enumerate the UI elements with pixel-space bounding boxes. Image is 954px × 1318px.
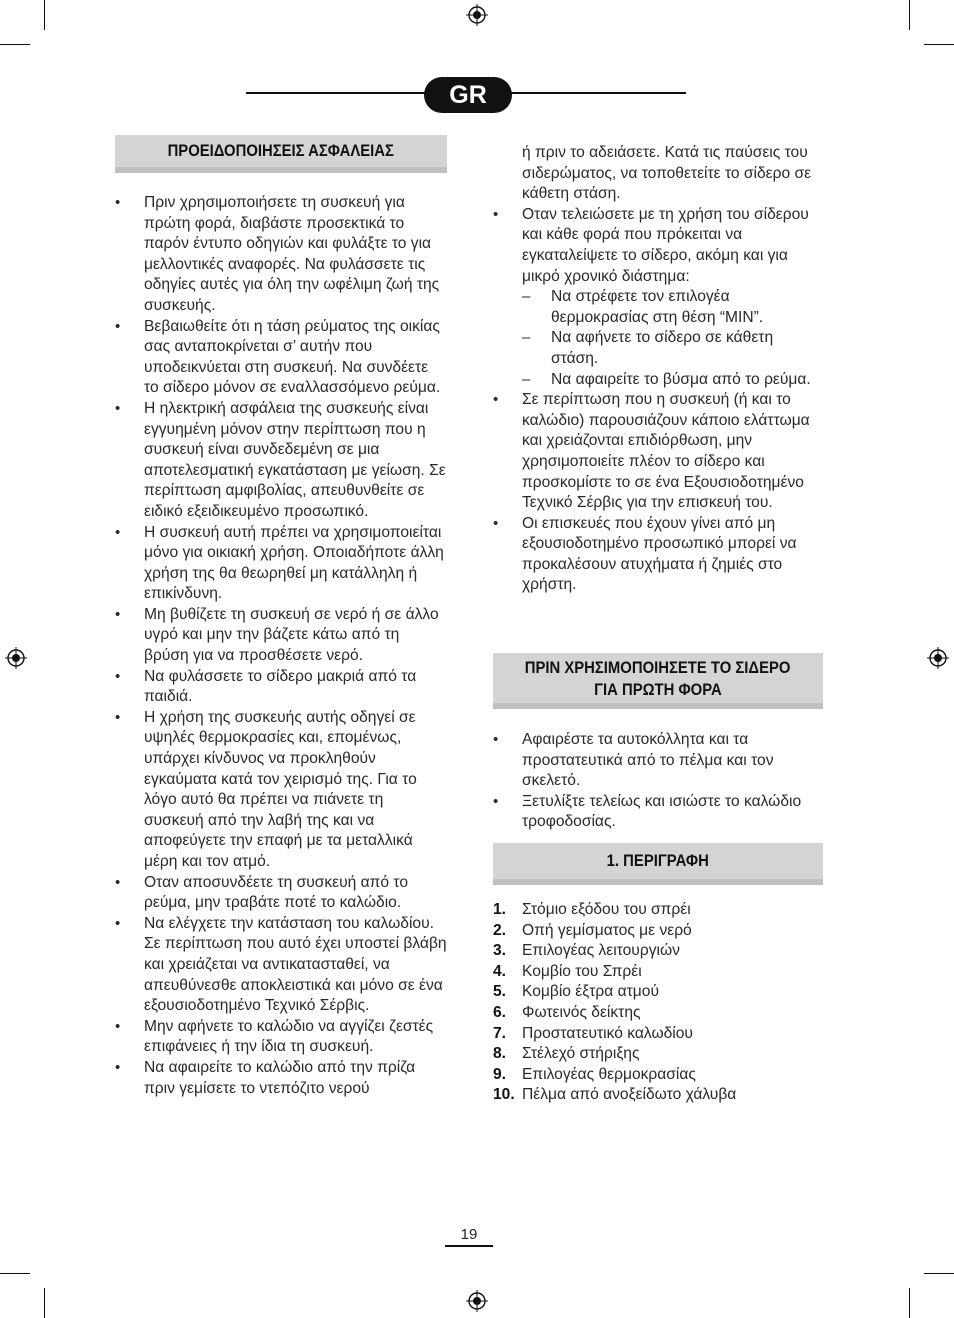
section-heading-text: ΠΡΙΝ ΧΡΗΣΙΜΟΠΟΙΗΣΕΤΕ ΤΟ ΣΙΔΕΡΟ bbox=[525, 659, 791, 677]
part-number: 2. bbox=[493, 921, 507, 939]
part-label: Επιλογέας θερμοκρασίας bbox=[522, 1065, 696, 1083]
dash-list bbox=[522, 287, 823, 390]
part-item bbox=[493, 900, 823, 921]
part-label: Στέλεχό στήριξης bbox=[522, 1045, 640, 1063]
crop-mark bbox=[44, 1288, 45, 1318]
list-item: • Η συσκευή αυτή πρέπει να χρησιμοποιείται μόνο για οικιακή χρήση. Οποιαδήποτε άλλη χρήση της θα θεωρηθεί μη κατάλληλη ή επικίνδυνη. bbox=[115, 523, 447, 605]
dash-item: – Να αφήνετε το σίδερο σε κάθετη στάση. bbox=[522, 328, 823, 369]
part-label: Επιλογέας λειτουργιών bbox=[522, 942, 680, 960]
part-label: Οπή γεμίσματος με νερό bbox=[522, 921, 692, 939]
section-heading-text: ΠΡΟΕΙΔΟΠΟΙΗΣΕΙΣ ΑΣΦΑΛΕΙΑΣ bbox=[167, 142, 395, 160]
language-badge: GR bbox=[424, 77, 512, 113]
part-number: 9. bbox=[493, 1065, 507, 1083]
section-heading-description bbox=[493, 843, 823, 885]
crop-mark bbox=[924, 44, 954, 45]
dash-item: – Να στρέφετε τον επιλογέα θερμοκρασίας στη θέση “MIN”. bbox=[522, 287, 823, 328]
list-item: • Η ηλεκτρική ασφάλεια της συσκευής είναι εγγυημένη μόνον στην περίπτωση που η συσκευή είναι συνδεδεμένη σε μια αποτελεσματική εγκατάσταση με γείωση. Σε περίπτωση αμφιβολίας, απευθυνθείτε σε ειδικό εξειδικευμένο προσωπικό. bbox=[115, 399, 447, 523]
section-heading-text: ΓΙΑ ΠΡΩΤΗ ΦΟΡΑ bbox=[594, 681, 722, 699]
list-item bbox=[493, 205, 823, 390]
part-item bbox=[493, 1085, 823, 1106]
list-item: • Οταν αποσυνδέετε τη συσκευή από το ρεύμα, μην τραβάτε ποτέ το καλώδιο. bbox=[115, 873, 447, 914]
crop-mark bbox=[0, 1273, 30, 1274]
list-item: • Να φυλάσσετε το σίδερο μακριά από τα παιδιά. bbox=[115, 667, 447, 708]
section-heading-first-use bbox=[493, 653, 823, 709]
part-label: Στόμιο εξόδου του σπρέι bbox=[522, 901, 691, 918]
part-number: 7. bbox=[493, 1024, 507, 1042]
list-item: • Βεβαιωθείτε ότι η τάση ρεύματος της οικίας σας ανταποκρίνεται σ’ αυτήν που υποδεικνύεται στη συσκευή. Να συνδέετε το σίδερο μόνον σε εναλλασσόμενο ρεύμα. bbox=[115, 317, 447, 399]
part-number: 3. bbox=[493, 942, 507, 960]
part-item bbox=[493, 1044, 823, 1065]
part-number: 5. bbox=[493, 983, 507, 1001]
part-label: Κομβίο έξτρα ατμού bbox=[522, 983, 659, 1001]
part-number: 10. bbox=[493, 1086, 515, 1104]
registration-mark-icon bbox=[5, 647, 27, 669]
list-item: • Μη βυθίζετε τη συσκευή σε νερό ή σε άλλο υγρό και μην την βάζετε κάτω από τη βρύση για να προσθέσετε νερό. bbox=[115, 605, 447, 667]
crop-mark bbox=[909, 1288, 910, 1318]
list-item: • Πριν χρησιμοποιήσετε τη συσκευή για πρώτη φορά, διαβάστε προσεκτικά το παρόν έντυπο οδηγιών και φυλάξτε το για μελλοντικές αναφορές. Να φυλάσσετε τις οδηγίες αυτές για όλη την ωφέλιμη ζωή της συσκευής. bbox=[115, 193, 447, 317]
part-label: Κομβίο του Σπρέι bbox=[522, 962, 642, 980]
crop-mark bbox=[0, 44, 30, 45]
part-item bbox=[493, 1065, 823, 1086]
list-item: • Αφαιρέστε τα αυτοκόλλητα και τα προστατευτικά από το πέλμα και τον σκελετό. bbox=[493, 730, 823, 792]
page-number: 19 bbox=[445, 1226, 493, 1247]
crop-mark bbox=[44, 0, 45, 30]
list-item: • Σε περίπτωση που η συσκευή (ή και το καλώδιο) παρουσιάζουν κάποιο ελάττωμα και χρειάζονται επιδιόρθωση, μην χρησιμοποιείτε πλέον το σίδερο και προσκομίστε το σε ένα Εξουσιοδοτημένο Τεχνικό Σέρβις για την επισκευή του. bbox=[493, 390, 823, 514]
registration-mark-icon bbox=[466, 4, 488, 26]
safety-list-continued bbox=[493, 143, 823, 596]
part-item bbox=[493, 982, 823, 1003]
dash-item: – Να αφαιρείτε το βύσμα από το ρεύμα. bbox=[522, 370, 823, 391]
part-label: Προστατευτικό καλωδίου bbox=[522, 1024, 693, 1042]
crop-mark bbox=[909, 0, 910, 30]
list-item-text: Οταν τελειώσετε με τη χρήση του σίδερου και κάθε φορά που πρόκειται να εγκαταλείψετε το σίδερο, ακόμη και για μικρό χρονικό διάστημα: bbox=[522, 205, 809, 285]
part-number: 6. bbox=[493, 1003, 507, 1021]
registration-mark-icon bbox=[466, 1290, 488, 1312]
part-number: 1. bbox=[493, 901, 507, 918]
list-item-continuation: ή πριν το αδειάσετε. Κατά τις παύσεις του σιδερώματος, να τοποθετείτε το σίδερο σε κάθετη στάση. bbox=[522, 144, 812, 203]
part-item bbox=[493, 962, 823, 983]
part-number: 8. bbox=[493, 1045, 507, 1063]
part-label: Φωτεινός δείκτης bbox=[522, 1003, 641, 1021]
registration-mark-icon bbox=[927, 647, 949, 669]
first-use-list bbox=[493, 730, 823, 833]
crop-mark bbox=[924, 1273, 954, 1274]
safety-list bbox=[115, 193, 447, 1099]
section-heading-safety bbox=[115, 135, 447, 173]
list-item: • Ξετυλίξτε τελείως και ισιώστε το καλώδιο τροφοδοσίας. bbox=[493, 792, 823, 833]
list-item: • Οι επισκευές που έχουν γίνει από μη εξουσιοδοτημένο προσωπικό μπορεί να προκαλέσουν ατυχήματα ή ζημιές στο χρήστη. bbox=[493, 514, 823, 596]
part-label: Πέλμα από ανοξείδωτο χάλυβα bbox=[522, 1086, 737, 1104]
list-item: • Να ελέγχετε την κατάσταση του καλωδίου. Σε περίπτωση που αυτό έχει υποστεί βλάβη και χρειάζεται να αντικατασταθεί, να απευθύνεσθε αποκλειστικά και μόνο σε ένα εξουσιοδοτημένο Τεχνικό Σέρβις. bbox=[115, 914, 447, 1017]
list-item: • Η χρήση της συσκευής αυτής οδηγεί σε υψηλές θερμοκρασίες και, επομένως, υπάρχει κίνδυνος να προκληθούν εγκαύματα κατά τον χειρισμό της. Για το λόγο αυτό θα πρέπει να πιάνετε τη συσκευή από την λαβή της και να αποφεύγετε την επαφή με τα μεταλλικά μέρη και τον ατμό. bbox=[115, 708, 447, 873]
parts-list bbox=[493, 900, 823, 1106]
part-number: 4. bbox=[493, 962, 507, 980]
part-item bbox=[493, 921, 823, 942]
part-item bbox=[493, 1003, 823, 1024]
part-item bbox=[493, 1024, 823, 1045]
list-item: • Μην αφήνετε το καλώδιο να αγγίζει ζεστές επιφάνειες ή την ίδια τη συσκευή. bbox=[115, 1017, 447, 1058]
part-item bbox=[493, 941, 823, 962]
list-item: • Να αφαιρείτε το καλώδιο από την πρίζα πριν γεμίσετε το ντεπόζιτο νερού bbox=[115, 1058, 447, 1099]
section-heading-text: 1. ΠΕΡΙΓΡΑΦΗ bbox=[606, 852, 710, 870]
